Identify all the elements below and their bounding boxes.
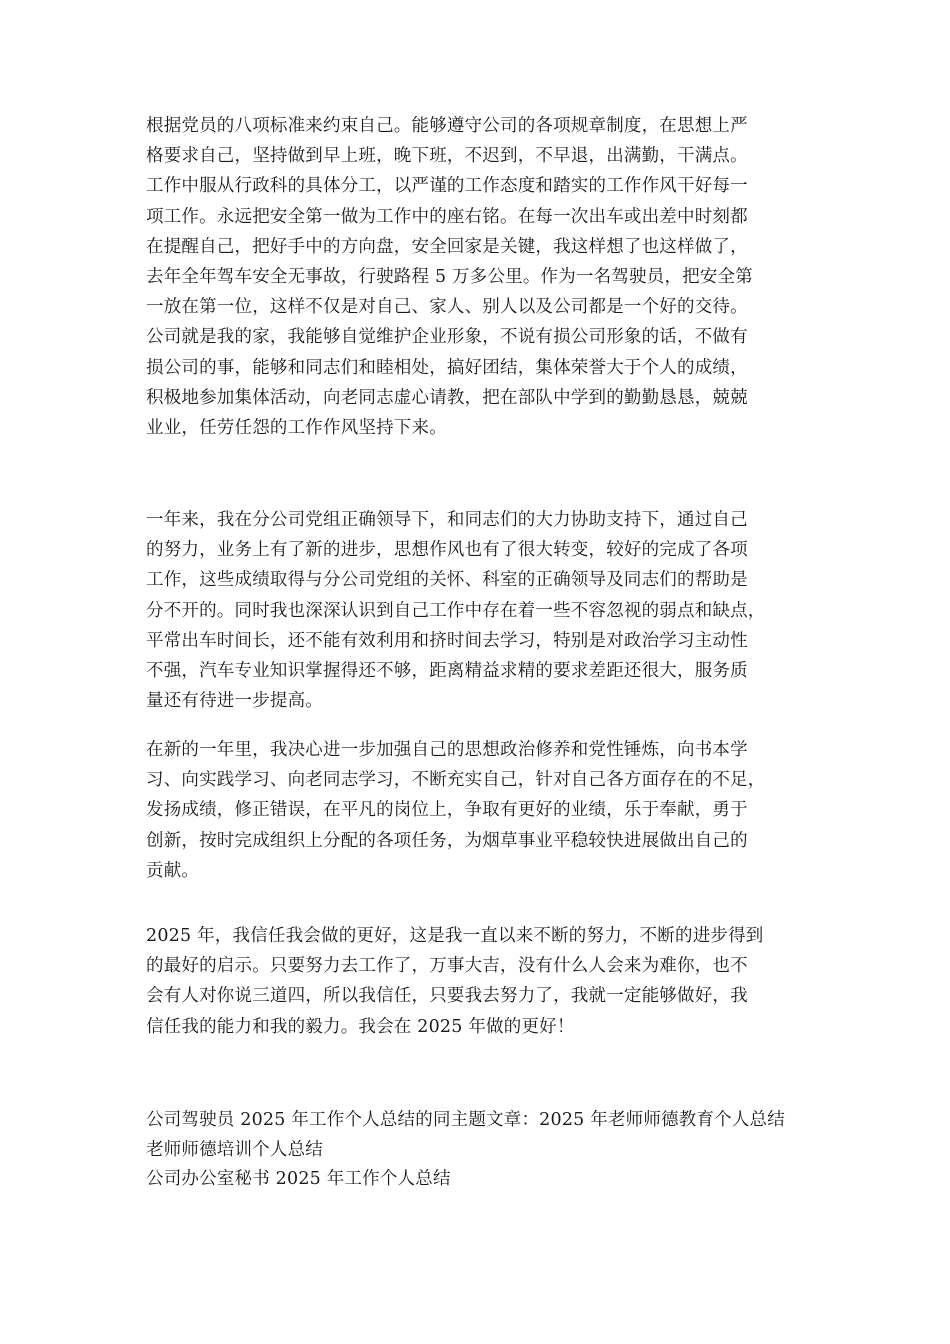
text-line: 的最好的启示。只要努力去工作了，万事大吉，没有什么人会来为难你，也不	[146, 956, 748, 977]
related-article-line: 老师师德培训个人总结	[146, 1139, 323, 1160]
text-line: 根据党员的八项标准来约束自己。能够遵守公司的各项规章制度，在思想上严	[146, 116, 748, 136]
text-line: 在新的一年里，我决心进一步加强自己的思想政治修养和党性锤炼，向书本学	[146, 740, 748, 760]
text-line: 工作中服从行政科的具体分工，以严谨的工作态度和踏实的工作作风干好每一	[146, 176, 748, 197]
text-line: 一年来，我在分公司党组正确领导下，和同志们的大力协助支持下，通过自己	[146, 510, 748, 530]
text-line: 会有人对你说三道四，所以我信任，只要我去努力了，我就一定能够做好，我	[146, 986, 748, 1007]
text-line: 习、向实践学习、向老同志学习，不断充实自己，针对自己各方面存在的不足，	[146, 770, 766, 791]
paragraph-new-year	[146, 735, 818, 886]
text-line: 分不开的。同时我也深深认识到自己工作中存在着一些不容忽视的弱点和缺点，	[146, 600, 766, 621]
text-line: 公司就是我的家，我能够自觉维护企业形象，不说有损公司形象的话，不做有	[146, 327, 748, 348]
paragraph-review	[146, 505, 818, 716]
text-line: 贡献。	[146, 860, 200, 881]
text-line: 不强，汽车专业知识掌握得还不够，距离精益求精的要求差距还很大，服务质	[146, 660, 748, 681]
text-line: 一放在第一位，这样不仅是对自己、家人、别人以及公司都是一个好的交待。	[146, 297, 748, 318]
text-line: 格要求自己，坚持做到早上班，晚下班，不迟到，不早退，出满勤，干满点。	[146, 146, 748, 167]
text-line: 创新，按时完成组织上分配的各项任务，为烟草事业平稳较快进展做出自己的	[146, 830, 748, 851]
text-line: 2025 年，我信任我会做的更好，这是我一直以来不断的努力，不断的进步得到	[146, 926, 764, 946]
text-line: 业业，任劳任怨的工作作风坚持下来。	[146, 417, 447, 438]
paragraph-2025	[146, 921, 818, 1042]
text-line: 平常出车时间长，还不能有效利用和挤时间去学习，特别是对政治学习主动性	[146, 630, 748, 651]
text-line: 去年全年驾车安全无事故，行驶路程 5 万多公里。作为一名驾驶员，把安全第	[146, 266, 753, 287]
related-article-line: 公司驾驶员 2025 年工作个人总结的同主题文章：2025 年老师师德教育个人总结	[146, 1110, 785, 1130]
text-line: 积极地参加集体活动，向老同志虚心请教，把在部队中学到的勤勤恳恳，兢兢	[146, 387, 748, 408]
related-article-line: 公司办公室秘书 2025 年工作个人总结	[146, 1169, 451, 1189]
text-line: 项工作。永远把安全第一做为工作中的座右铭。在每一次出车或出差中时刻都	[146, 206, 748, 227]
paragraph-conduct	[146, 111, 818, 443]
text-line: 的努力，业务上有了新的进步，思想作风也有了很大转变，较好的完成了各项	[146, 540, 748, 561]
text-line: 在提醒自己，把好手中的方向盘，安全回家是关键，我这样想了也这样做了，	[146, 236, 748, 257]
text-line: 信任我的能力和我的毅力。我会在 2025 年做的更好！	[146, 1016, 575, 1037]
text-line: 量还有待进一步提高。	[146, 691, 323, 712]
text-line: 损公司的事，能够和同志们和睦相处，搞好团结，集体荣誉大于个人的成绩，	[146, 357, 748, 378]
text-line: 工作，这些成绩取得与分公司党组的关怀、科室的正确领导及同志们的帮助是	[146, 570, 748, 591]
related-articles	[146, 1106, 818, 1195]
text-line: 发扬成绩，修正错误，在平凡的岗位上，争取有更好的业绩，乐于奉献，勇于	[146, 800, 748, 821]
